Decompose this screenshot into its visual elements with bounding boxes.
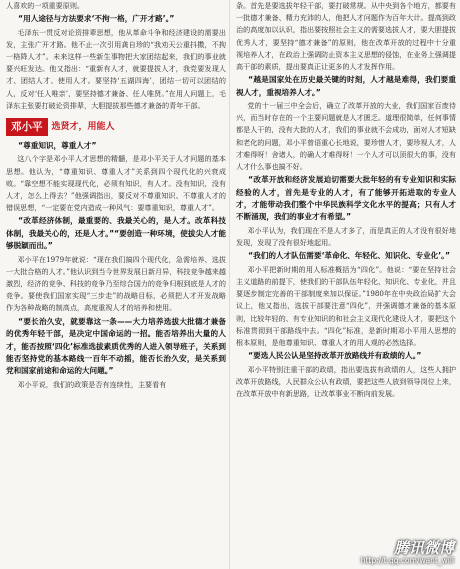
paragraph: 人喜欢的一项重要原则。 bbox=[6, 1, 85, 10]
paragraph: 邓小平说，我们的政策是否有连续性，主要看有 bbox=[17, 379, 167, 389]
left-column bbox=[6, 0, 226, 392]
paragraph: 这八个字是邓小平人才思想的精髓，是邓小平关于人才问题的基本思想。他认为，“尊重知识、尊重人才”关系到四个现代化的兴衰成败。“靠空想不能实现现代化，必须有知识，有人才。没有知识，没有人才，怎么上得去？”他强调指出，要反对不尊重知识、不尊重人才的错误思想，“一定要在党内造成一种风气：要尊重知识，尊重人才”。 bbox=[6, 154, 226, 213]
quote: “改革经济体制，最重要的、我最关心的，是人才。改革科技体制，我最关心的，还是人才。”“要创造一种环境，使拔尖人才能够脱颖而出。” bbox=[6, 216, 226, 251]
column-divider bbox=[229, 0, 230, 569]
section-badge: 邓小平 bbox=[6, 118, 48, 136]
section-title: 选贤才，用能人 bbox=[51, 121, 115, 132]
quote: “改革开放和经济发展迫切需要大批年轻的有专业知识和实际经验的人才，首先是专业的人才，有了能够开拓进取的专业人才，才能带动我们整个中华民族科学文化水平的提高；只有人才不断涌现，我们的事业才有希望。” bbox=[236, 175, 456, 222]
quote: “用人途径与方法要求‘不拘一格，广开才路’。” bbox=[18, 14, 175, 24]
quote: “要选人民公认是坚持改革开放路线并有政绩的人。” bbox=[248, 351, 422, 361]
paragraph: 邓小平在1979年就说：“现在我们搞四个现代化，急需培养、选拔一大批合格的人才。”他认识到当今世界发展日新月异，科技竞争越来越激烈，经济的竞争、科技的竞争乃至综合国力的竞争归根到底是人才的竞争。要使我们国家实现“三步走”的战略目标，必须把人才开发战略作为各种战略的制高点，高度重视人才的培养和使用。 bbox=[6, 254, 226, 313]
quote: “尊重知识，尊重人才” bbox=[18, 141, 97, 151]
watermark-url: http://t.qq.com/want_will bbox=[360, 556, 454, 565]
paragraph: 党的十一届三中全会后，确立了改革开放的大业，我们国家百废待兴，而当时存在的一个主要问题就是人才匮乏。道理很简单，任何事情都是人干的，没有大批的人才，我们的事业就不会成功，面对人才短缺和老化的问题，邓小平曾语重心长地说，要珍惜人才，要珍视人才，人才难得呀！舍诸人，的确人才难得呀！一个人才可以顶很大的事，没有人才什么事也搞不好。 bbox=[236, 101, 456, 172]
paragraph: 条。首先是要选拔年轻干部，要打破常规。从中央到各个地方，都要有一批德才兼备、精力充沛的人，他把人才问题作为百年大计。提高到政治的高度加以认识，指出要按照社会主义的需要选拔人才，要大胆提拔优秀人才，要坚持“德才兼备”的原则，他在改革开放的过程中十分重视培养人才，在政治上强调防止资本主义思想的侵蚀，在业务上强调提高干部的素质，提出要真正让更多的人才发挥作用。 bbox=[236, 1, 456, 72]
watermark-title: 腾讯微博 bbox=[393, 539, 454, 557]
paragraph: 邓小平把新时期的用人标准概括为“四化”。他说：“要在坚持社会主义道路的前提下，使我们的干部队伍年轻化、知识化、专业化，并且要逐步制定完善的干部制度来加以保证。”1980年在中央政治局扩大会议上，他又指出，选拔干部要注意“四化”，并强调德才兼备的基本原则，比较年轻的、有专业知识的和社会主义现代化建设人才，要把这个标准贯彻到干部路线中去。“四化”标准，是新时期邓小平用人思想的根本原则，是他尊重知识、尊重人才的用人观的必然选择。 bbox=[236, 264, 456, 347]
paragraph: 毛泽东一贯反对论资排辈思想，他从革命斗争和经济建设的需要出发，主张广开才路。他不止一次引用龚自珍的“我劝天公重抖擞，不拘一格降人才”。未来这样一些新生事物把大家团结起来，我们的事业就要兴旺发达。他又指出：“重新有人才，就要提拔人才，我党要发现人才、团结人才、使用人才。要坚持‘五湖四海’，团结一切可以团结的人，反对‘任人唯亲’，要坚持德才兼备、任人唯贤。”在用人问题上，毛泽东主张要打破论资排辈，大胆提拔那些德才兼备的青年干部。 bbox=[6, 27, 226, 110]
quote: “我们的人才队伍需要‘革命化、年轻化、知识化、专业化’。” bbox=[248, 251, 450, 261]
right-column bbox=[236, 0, 456, 401]
section-header bbox=[6, 118, 226, 136]
watermark bbox=[361, 540, 454, 565]
paragraph: 邓小平认为，我们现在不是人才多了，而是真正的人才没有很好地发现，发现了没有很好地起用。 bbox=[236, 225, 456, 248]
quote: “要长治久安，就要靠这一条——大力培养选拔大批德才兼备的优秀年轻干部，是决定中国命运的一招。能否培养出大量的人才，能否按照‘四化’标准选拔素质优秀的人进入领导班子，关系到能否坚持党的基本路线一百年不动摇，能否长治久安，是关系到党和国家前途和命运的大问题。” bbox=[6, 316, 226, 376]
paragraph: 邓小平特别注重干部的政绩，指出要选拔有政绩的人，这些人拥护改革开放路线，人民群众公认有政绩，要把这些人放到领导岗位上来，在改革开放中有新思路，让改革事业不断向前发展。 bbox=[236, 364, 456, 398]
quote: “越是国家处在历史最关键的时刻，人才越是难得，我们要重视人才，重视培养人才。” bbox=[236, 75, 456, 97]
